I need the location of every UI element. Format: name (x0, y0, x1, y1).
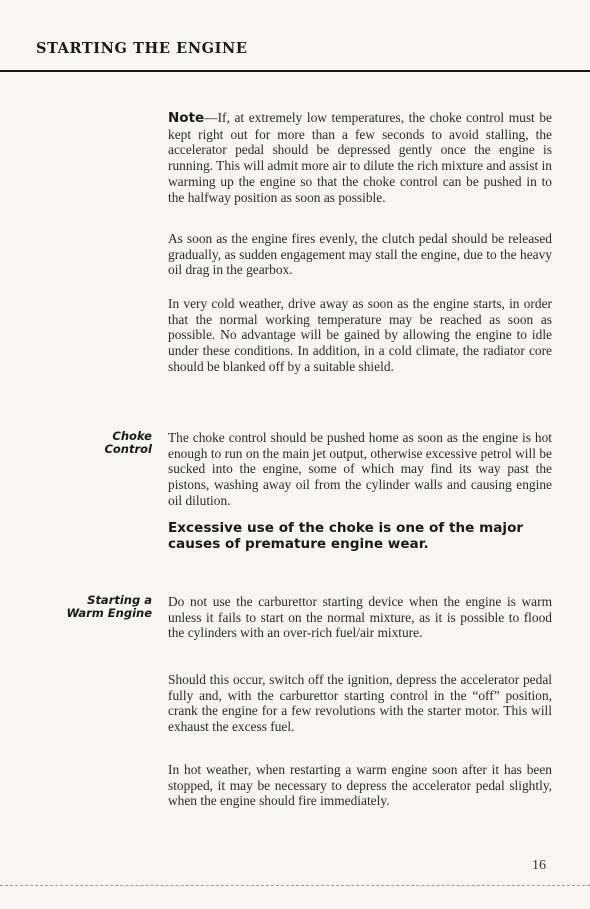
warm-engine-text-3: In hot weather, when restarting a warm engine soon after it has been stopped, it may be necessary to depress the accelerator pedal slightly, when the engine should fire immediately. (168, 762, 552, 809)
note-text: —If, at extremely low temperatures, the choke control must be kept right out for more than a few seconds to avoid stalling, the accelerator pedal should be depressed gently once the engine is running. This will admit more air to dilute the rich mixture and assist in warming up the engine so that the choke control can be pushed in to the halfway position as soon as possible. (168, 110, 552, 205)
warm-engine-text-2: Should this occur, switch off the ignition, depress the accelerator pedal fully and, with the carburettor starting control in the “off” position, crank the engine for a few revolutions with the starter motor. This will exhaust the excess fuel. (168, 672, 552, 735)
clutch-paragraph (168, 231, 552, 278)
header-rule (0, 70, 590, 72)
side-heading-line: Control (104, 442, 152, 456)
page-header-title: STARTING THE ENGINE (36, 40, 248, 57)
side-heading-line: Warm Engine (66, 606, 152, 620)
cold-weather-text: In very cold weather, drive away as soon as the engine starts, in order that the normal working temperature may be reached as soon as possible. No advantage will be gained by allowing the engine to idle under these conditions. In addition, in a cold climate, the radiator core should be blanked off by a suitable shield. (168, 296, 552, 374)
side-heading-warm-engine (40, 594, 152, 620)
choke-control-paragraph (168, 430, 552, 509)
warm-engine-text-1: Do not use the carburettor starting device when the engine is warm unless it fails to start on the normal mixture, as it is possible to flood the cylinders with an over-rich fuel/air mixture. (168, 594, 552, 641)
side-heading-choke-control (40, 430, 152, 456)
side-heading-line: Starting a (87, 593, 152, 607)
cold-weather-paragraph (168, 296, 552, 375)
note-lead: Note (168, 110, 205, 126)
page-number: 16 (532, 858, 546, 873)
warm-engine-paragraph-3 (168, 762, 552, 809)
side-heading-line: Choke (112, 429, 152, 443)
warm-engine-paragraph-2 (168, 672, 552, 735)
choke-control-text: The choke control should be pushed home as soon as the engine is hot enough to run on the main jet output, otherwise excessive petrol will be sucked into the engine, some of which may find its way past the pistons, washing away oil from the cylinder walls and causing engine oil dilution. (168, 430, 552, 508)
footer-rule (0, 885, 590, 886)
warm-engine-paragraph-1 (168, 594, 552, 641)
note-paragraph (168, 110, 552, 205)
choke-warning-emphasis: Excessive use of the choke is one of the major causes of premature engine wear. (168, 520, 524, 552)
clutch-text: As soon as the engine fires evenly, the clutch pedal should be released gradually, as sudden engagement may stall the engine, due to the heavy oil drag in the gearbox. (168, 231, 552, 278)
